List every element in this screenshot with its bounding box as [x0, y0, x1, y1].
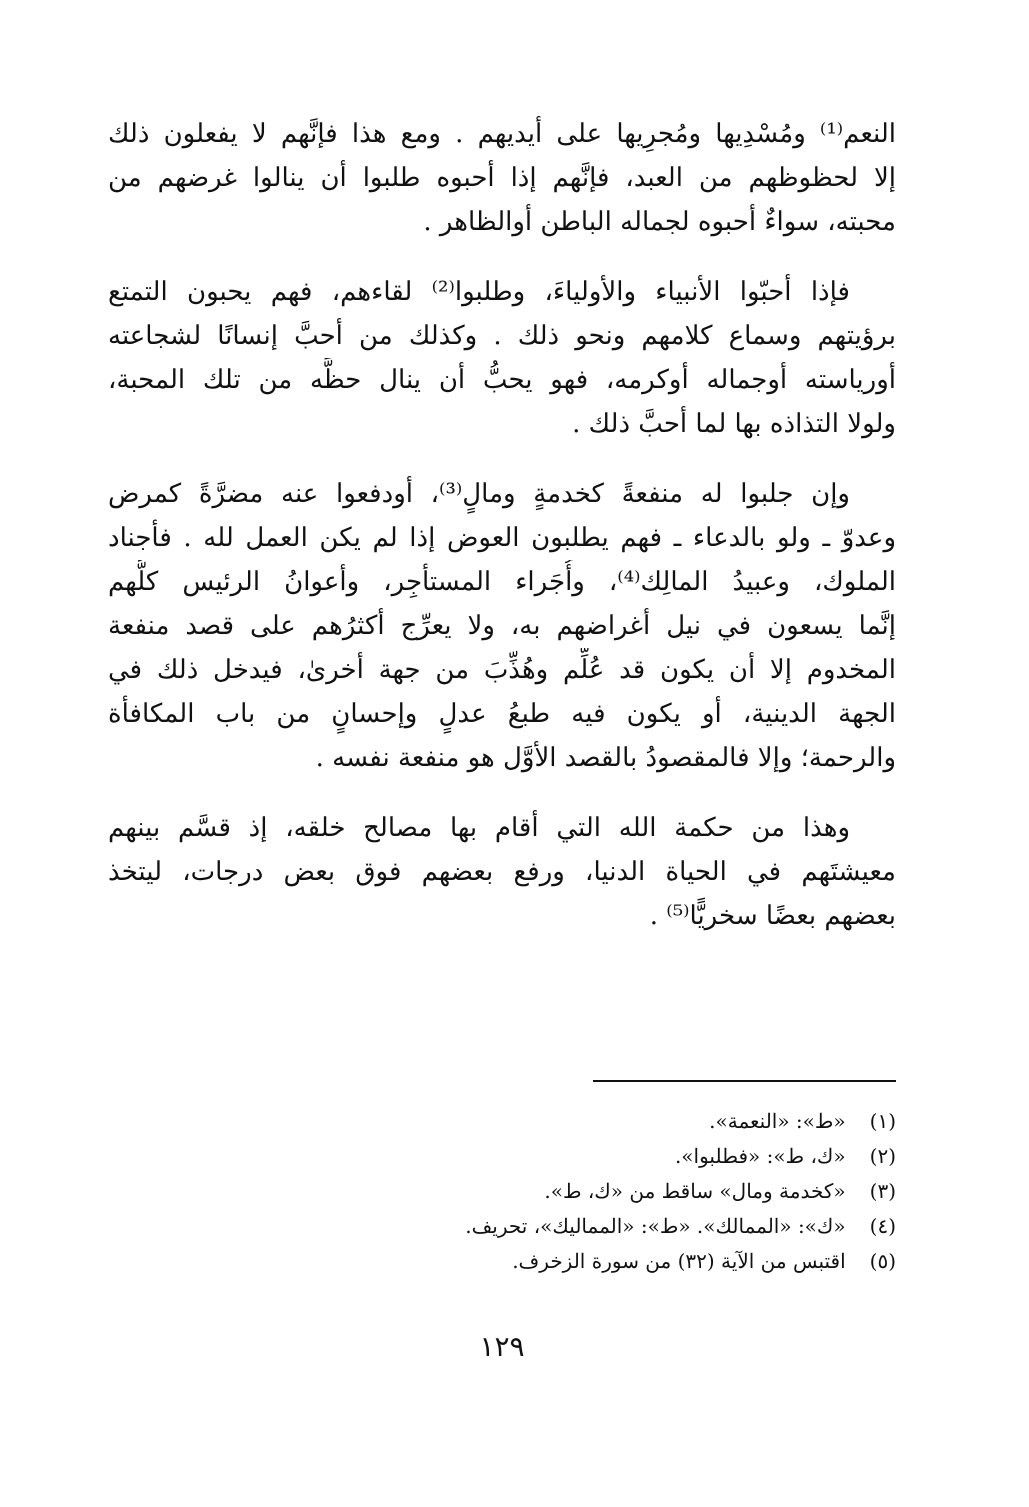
- text-line: المخدوم إلا أن يكون قد عُلِّم وهُذِّبَ من جهة أخرىٰ، فيدخل ذلك في: [108, 655, 896, 685]
- text-line: وإن جلبوا له منفعةً كخدمةٍ ومالٍ⁽³⁾، أودفعوا عنه مضرَّةً كمرض: [108, 479, 850, 509]
- footnote-text: «ك»: «الممالك». «ط»: «المماليك»، تحريف.: [465, 1214, 846, 1238]
- text-line: إنَّما يسعون في نيل أغراضهم به، ولا يعرِّج أكثرُهم على قصد منفعة: [108, 611, 896, 641]
- footnote-item: [108, 1174, 896, 1209]
- text-line: النعم⁽¹⁾ ومُسْدِيها ومُجرِيها على أيديهم . ومع هذا فإنَّهم لا يفعلون ذلك: [108, 119, 896, 149]
- footnote-text: اقتبس من الآية (٣٢) من سورة الزخرف.: [512, 1249, 846, 1273]
- text-line: محبته، سواءٌ أحبوه لجماله الباطن أوالظاهر .: [423, 207, 896, 237]
- main-text: [108, 112, 896, 964]
- text-line: برؤيتهم وسماع كلامهم ونحو ذلك . وكذلك من أحبَّ إنسانًا لشجاعته: [108, 321, 896, 351]
- footnote-number: (١): [869, 1109, 896, 1133]
- text-line: بعضهم بعضًا سخريًّا⁽⁵⁾ .: [649, 901, 896, 931]
- footnote-text: «ط»: «النعمة».: [709, 1109, 846, 1133]
- footnote-item: [108, 1139, 896, 1174]
- text-line: ولولا التذاذه بها لما أحبَّ ذلك .: [572, 409, 896, 439]
- paragraph-2: [108, 270, 896, 446]
- text-line: أورياسته أوجماله أوكرمه، فهو يحبُّ أن ينال حظَّه من تلك المحبة،: [108, 365, 896, 395]
- text-line: معيشتَهم في الحياة الدنيا، ورفع بعضهم فوق بعض درجات، ليتخذ: [108, 857, 896, 887]
- text-line: وهذا من حكمة الله التي أقام بها مصالح خلقه، إذ قسَّم بينهم: [108, 813, 850, 843]
- text-line: الجهة الدينية، أو يكون فيه طبعُ عدلٍ وإحسانٍ من باب المكافأة: [108, 699, 896, 729]
- footnote-divider: [593, 1080, 896, 1082]
- footnotes-list: [108, 1104, 896, 1279]
- footnote-text: «ك، ط»: «فطلبوا».: [674, 1144, 846, 1168]
- page-number: ١٢٩: [479, 1330, 525, 1363]
- paragraph-1: [108, 112, 896, 244]
- text-line: وعدوّ ـ ولو بالدعاء ـ فهم يطلبون العوض إذا لم يكن العمل لله . فأجناد: [108, 523, 896, 553]
- footnote-item: [108, 1104, 896, 1139]
- footnote-number: (٢): [869, 1144, 896, 1168]
- paragraph-3: [108, 472, 896, 780]
- footnote-text: «كخدمة ومال» ساقط من «ك، ط».: [544, 1179, 846, 1203]
- text-line: الملوك، وعبيدُ المالِك⁽⁴⁾، وأُجَراء المستأجِر، وأعوانُ الرئيس كلُّهم: [108, 567, 896, 597]
- text-line: والرحمة؛ وإلا فالمقصودُ بالقصد الأوَّل هو منفعة نفسه .: [315, 743, 896, 773]
- paragraph-4: [108, 806, 896, 938]
- book-page: [108, 112, 896, 1392]
- footnote-item: [108, 1209, 896, 1244]
- text-line: فإذا أحبّوا الأنبياء والأولياءَ، وطلبوا⁽²⁾ لقاءهم، فهم يحبون التمتع: [108, 277, 850, 307]
- footnote-number: (٤): [869, 1214, 896, 1238]
- footnote-item: [108, 1244, 896, 1279]
- footnote-number: (٣): [869, 1179, 896, 1203]
- text-line: إلا لحظوظهم من العبد، فإنَّهم إذا أحبوه طلبوا أن ينالوا غرضهم من: [108, 163, 896, 193]
- footnote-number: (٥): [869, 1249, 896, 1273]
